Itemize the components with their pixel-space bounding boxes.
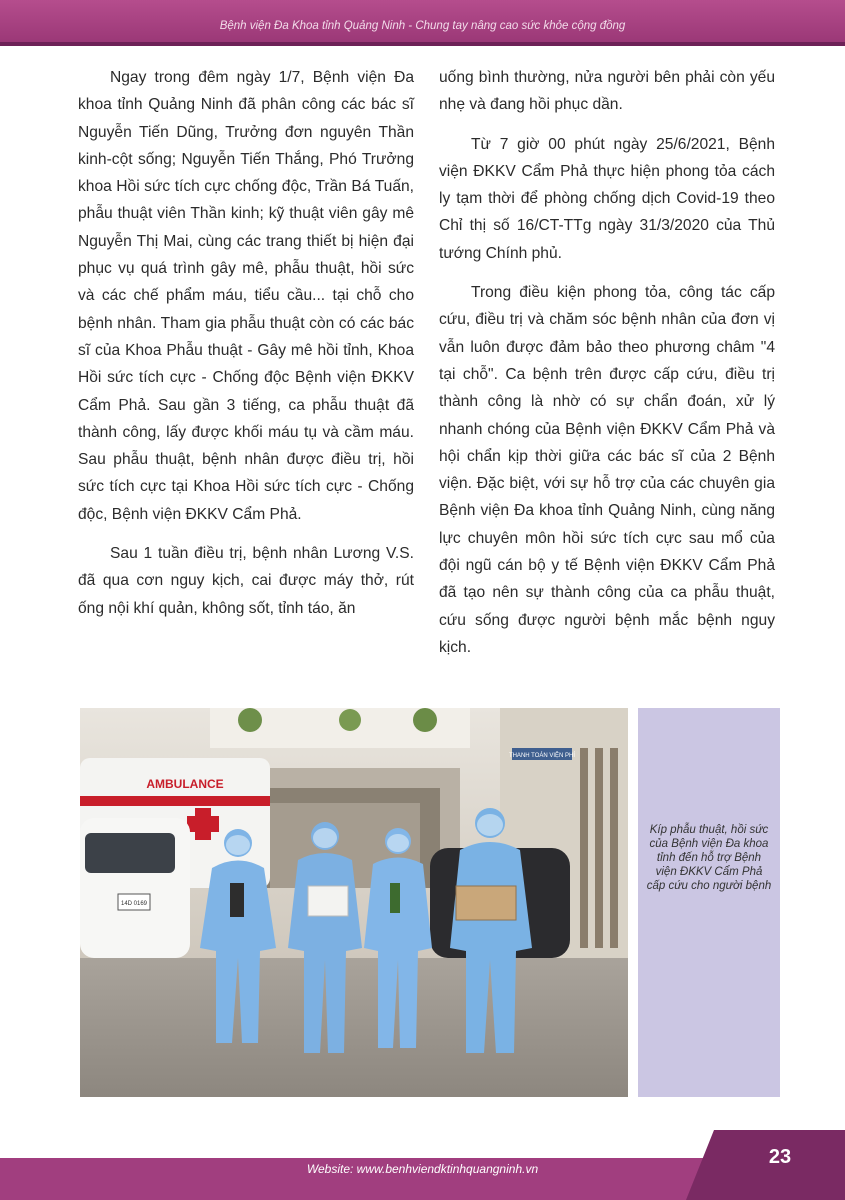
photo-caption: Kíp phẫu thuật, hồi sức của Bệnh viện Đa khoa tỉnh đến hỗ trợ Bệnh viện ĐKKV Cẩm Phả cấp cứu cho người bệnh (646, 824, 772, 892)
article-right-column (439, 64, 775, 661)
header-tagline: Bệnh viện Đa Khoa tỉnh Quảng Ninh - Chung tay nâng cao sức khỏe cộng đồng (219, 20, 626, 32)
article-left-column (78, 64, 414, 622)
article-paragraph-continuation: uống bình thường, nửa người bên phải còn yếu nhẹ và đang hồi phục dần. (439, 69, 775, 114)
ambulance-label: AMBULANCE (146, 777, 224, 791)
article-paragraph: Từ 7 giờ 00 phút ngày 25/6/2021, Bệnh viện ĐKKV Cẩm Phả thực hiện phong tỏa cách ly tạm thời để phòng chống dịch Covid-19 theo Chỉ thị số 16/CT-TTg ngày 31/3/2020 của Thủ tướng Chính phủ. (439, 135, 775, 262)
footer-website[interactable]: Website: www.benhviendktinhquangninh.vn (306, 1162, 539, 1176)
page-number: 23 (768, 1146, 792, 1168)
medical-team-photo (80, 708, 628, 1097)
article-paragraph: Trong điều kiện phong tỏa, công tác cấp cứu, điều trị và chăm sóc bệnh nhân của đơn vị vẫn luôn được đảm bảo theo phương châm "4 tại chỗ". Ca bệnh trên được cấp cứu, điều trị thành công là nhờ có sự chẩn đoán, xử lý nhanh chóng của Bệnh viện ĐKKV Cẩm Phả và hội chẩn kịp thời giữa các bác sĩ của 2 Bệnh viện. Đặc biệt, với sự hỗ trợ của các chuyên gia Bệnh viện Đa khoa tỉnh Quảng Ninh, cùng năng lực chuyên môn hồi sức tích cực sau mổ của đội ngũ cán bộ y tế Bệnh viện ĐKKV Cẩm Phả đã tạo nên sự thành công của ca phẫu thuật, cứu sống được người bệnh mắc bệnh nguy kịch. (439, 284, 775, 656)
building-sign-text: THANH TOÁN VIỆN PHÍ (508, 753, 576, 759)
license-plate-text: 14D 0169 (120, 901, 148, 907)
photo-caption-box (638, 708, 780, 1097)
article-paragraph: Sau 1 tuần điều trị, bệnh nhân Lương V.S. đã qua cơn nguy kịch, cai được máy thở, rút ống nội khí quản, không sốt, tỉnh táo, ăn (78, 545, 414, 617)
article-photo (80, 708, 628, 1097)
article-paragraph: Ngay trong đêm ngày 1/7, Bệnh viện Đa khoa tỉnh Quảng Ninh đã phân công các bác sĩ Nguyễn Tiến Dũng, Trưởng đơn nguyên Thần kinh-cột sống; Nguyễn Tiến Thắng, Phó Trưởng khoa Hồi sức tích cực chống độc, Trần Bá Tuấn, phẫu thuật viên Thần kinh; kỹ thuật viên gây mê Nguyễn Thị Mai, cùng các trang thiết bị hiện đại phục vụ quá trình gây mê, phẫu thuật, hồi sức và các chế phẩm máu, tiểu cầu... tại chỗ cho bệnh nhân. Tham gia phẫu thuật còn có các bác sĩ của Khoa Phẫu thuật - Gây mê hồi tỉnh, Khoa Hồi sức tích cực - Chống độc Bệnh viện ĐKKV Cẩm Phả. Sau gần 3 tiếng, ca phẫu thuật đã thành công, lấy được khối máu tụ và cầm máu. Sau phẫu thuật, bệnh nhân được điều trị, hồi sức tích cực tại Khoa Hồi sức tích cực - Chống độc, Bệnh viện ĐKKV Cẩm Phả. (78, 69, 414, 523)
